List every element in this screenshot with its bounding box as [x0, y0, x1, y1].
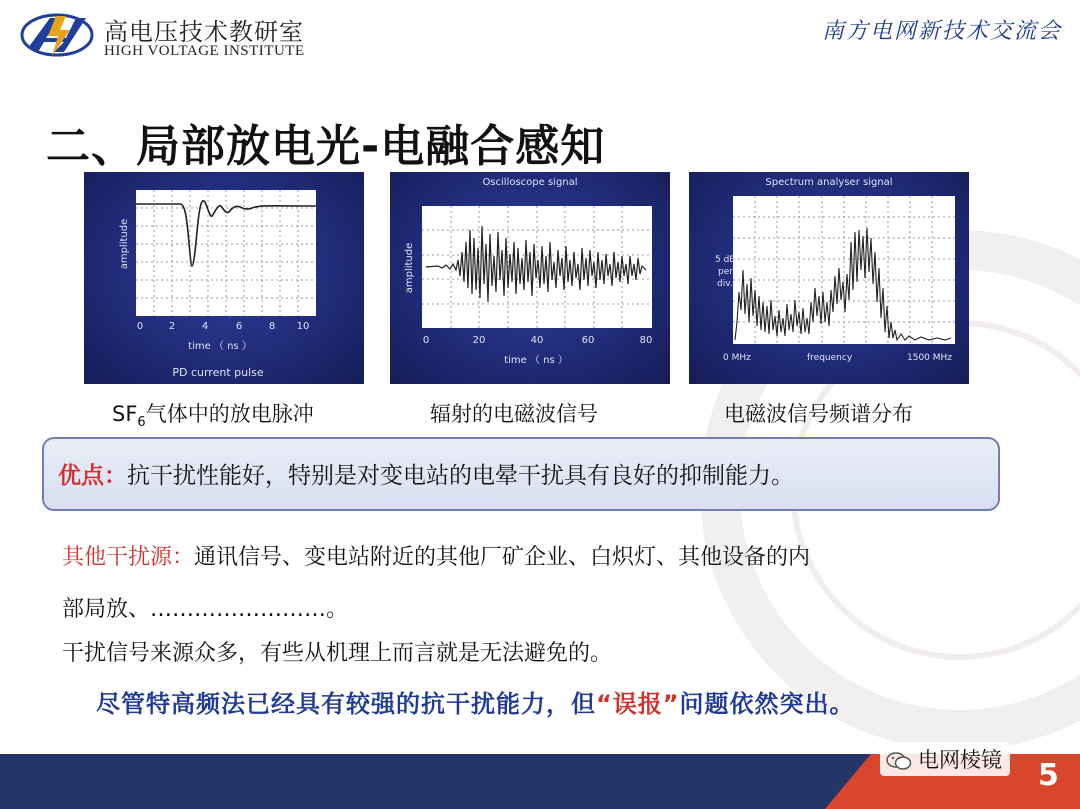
- fig1-xtick: 0: [136, 321, 144, 332]
- other-sources-line1: 其他干扰源：通讯信号、变电站附近的其他厂矿企业、白炽灯、其他设备的内: [62, 545, 811, 570]
- other-sources-line3: 干扰信号来源众多，有些从机理上而言就是无法避免的。: [62, 641, 613, 666]
- fig2-ylabel: amplitude: [404, 242, 415, 294]
- page-number: 5: [1038, 758, 1059, 793]
- fig1-xtick: 2: [168, 321, 176, 332]
- fig3-ylabel-line: div.: [717, 279, 733, 289]
- figure-spectrum-signal: [689, 172, 969, 384]
- fig1-xtick: 6: [235, 321, 243, 332]
- fig3-header: Spectrum analyser signal: [765, 177, 893, 188]
- fig2-xtick: 0: [422, 335, 430, 346]
- wechat-icon: [886, 752, 912, 770]
- conclusion-line: 尽管特高频法已经具有较强的抗干扰能力，但“误报”问题依然突出。: [96, 690, 855, 718]
- advantage-box: [42, 437, 1000, 511]
- figure-caption-sf6: $SF_6$气体中的放电脉冲: [112, 402, 314, 431]
- event-name: 南方电网新技术交流会: [821, 19, 1062, 44]
- logo-english-name: HIGH VOLTAGE INSTITUTE: [104, 43, 305, 59]
- logo-chinese-name: 高电压技术教研室: [104, 18, 304, 46]
- other-sources-line2: 部局放、……………………。: [62, 597, 349, 622]
- fig1-xlabel: time （ ns ）: [188, 341, 252, 352]
- wechat-badge: 电网棱镜: [880, 742, 1010, 776]
- fig1-xtick: 8: [268, 321, 276, 332]
- advantage-text: 抗干扰性能好，特别是对变电站的电晕干扰具有良好的抑制能力。: [127, 463, 794, 489]
- fig3-ylabel-line: 5 dB: [715, 255, 736, 265]
- figure-oscilloscope-signal: [390, 172, 670, 384]
- other-sources-label: 其他干扰源：: [62, 545, 195, 570]
- fig2-xtick: 40: [530, 335, 544, 346]
- fig1-ylabel: amplitude: [119, 218, 130, 270]
- fig2-xlabel: time （ ns ）: [504, 355, 568, 366]
- fig2-header: Oscilloscope signal: [482, 177, 578, 188]
- fig2-xtick: 60: [581, 335, 595, 346]
- figure-caption-spectrum: 电磁波信号频谱分布: [724, 402, 913, 426]
- fig1-xtick: 4: [201, 321, 209, 332]
- fig1-xtick: 10: [296, 321, 310, 332]
- slide-title: 二、局部放电光-电融合感知: [46, 121, 606, 172]
- fig3-ylabel-line: per: [718, 267, 733, 277]
- fig3-xleft: 0 MHz: [723, 353, 751, 363]
- fig3-xmid: frequency: [807, 353, 853, 363]
- figure-pd-current-pulse: [84, 172, 364, 384]
- advantage-label: 优点：: [58, 463, 127, 489]
- fig3-xright: 1500 MHz: [907, 353, 953, 363]
- fig2-xtick: 20: [472, 335, 486, 346]
- fig2-xtick: 80: [639, 335, 653, 346]
- figure-caption-em-signal: 辐射的电磁波信号: [430, 402, 598, 426]
- institute-logo: [20, 12, 94, 58]
- fig1-footer: PD current pulse: [172, 366, 264, 379]
- false-alarm-term: “误报”: [596, 690, 680, 718]
